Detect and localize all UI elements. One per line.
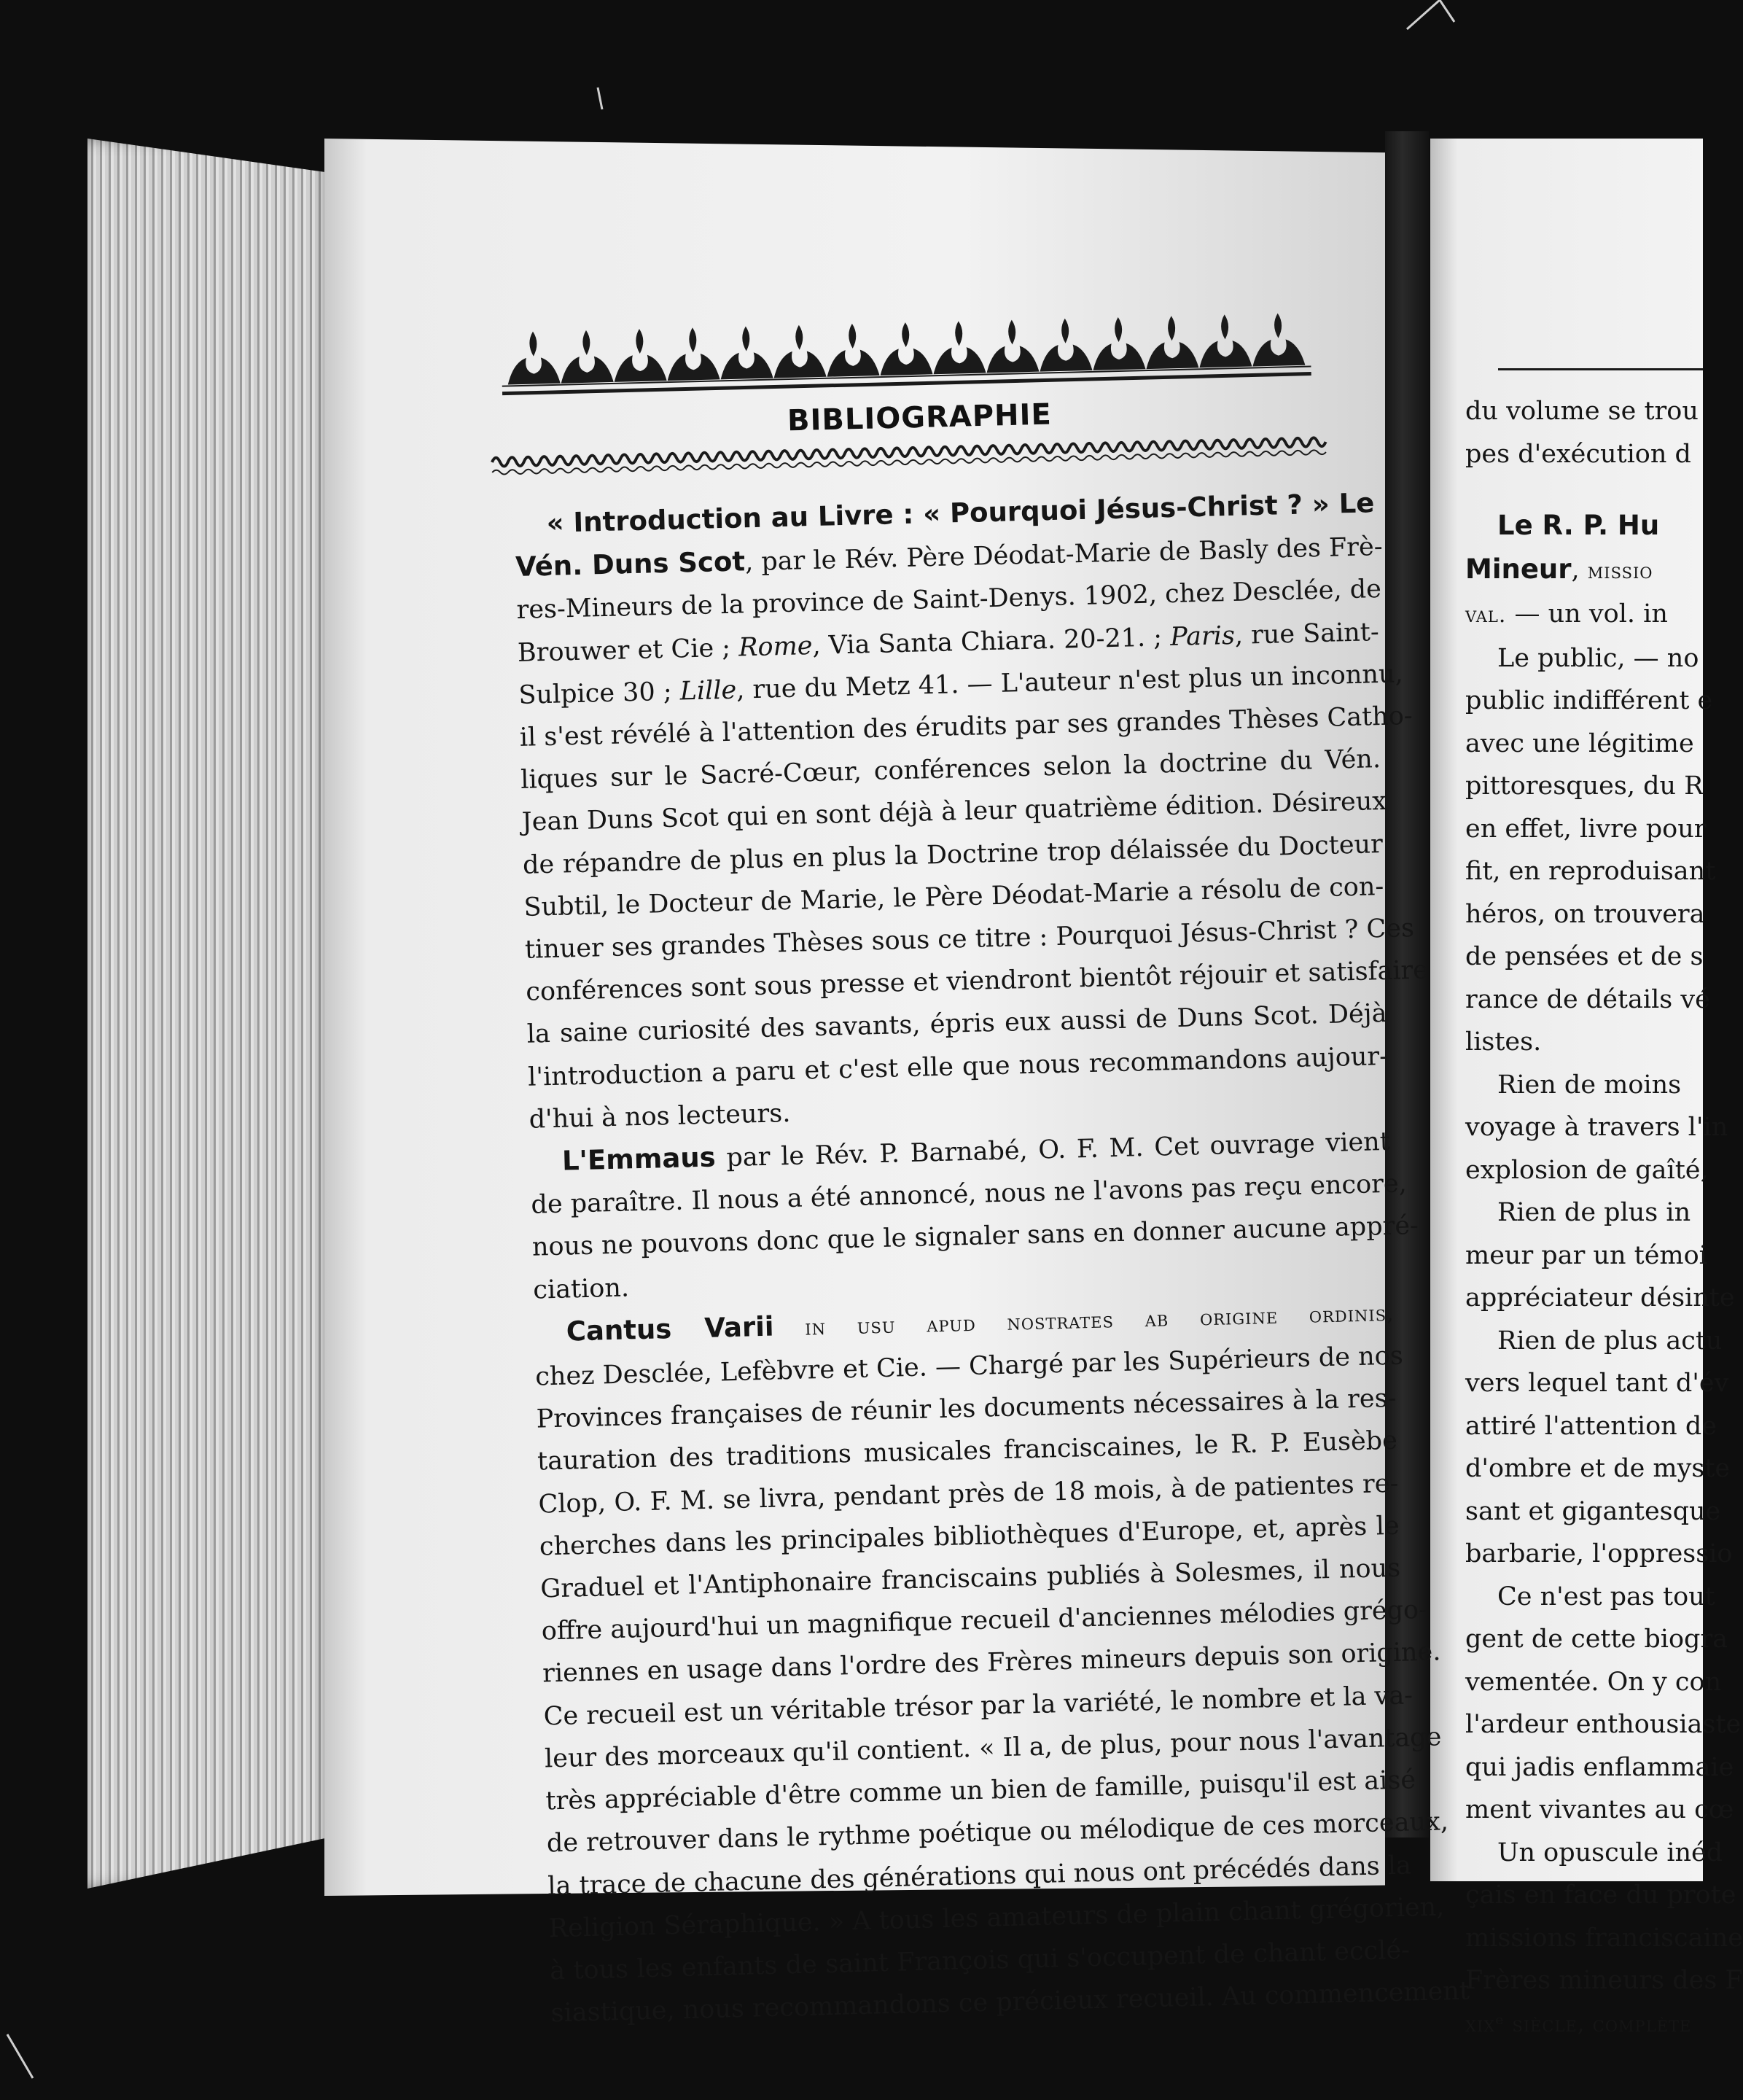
text-run: Graduel et l'Antiphonaire franciscains publiés à Solesmes, il nous	[539, 1553, 1401, 1604]
text-run: gent de cette biogra	[1465, 1625, 1728, 1654]
text-run: de répandre de plus en plus la Doctrine trop délaissée du Docteur	[522, 829, 1384, 880]
text-run: la trace de chacune des générations qui nous ont précédés dans la	[547, 1850, 1412, 1901]
text-run: , rue du Metz 41. — L'auteur n'est plus un inconnu,	[736, 659, 1404, 705]
text-run: du volume se trou	[1465, 397, 1699, 426]
text-run: siastique, nous recommandons ce précieux recueil. Au commencement	[550, 1976, 1470, 2029]
text-run: Frères mineurs des F	[1465, 1966, 1743, 1995]
text-run: listes.	[1465, 1027, 1542, 1057]
text-run: tauration des traditions musicales franciscaines, le R. P. Eusèbe	[537, 1426, 1398, 1477]
text-run: attiré l'attention de	[1465, 1411, 1717, 1441]
text-run: vers lequel tant d'év	[1465, 1369, 1729, 1398]
text-run: d'hui à nos lecteurs.	[529, 1098, 791, 1135]
text-run: Clop, O. F. M. se livra, pendant près de 18 mois, à de patientes re-	[538, 1469, 1399, 1520]
text-run: çais en face du prote	[1465, 1881, 1736, 1910]
text-run: de paraître. Il nous a été annoncé, nous ne l'avons pas reçu encore,	[531, 1169, 1408, 1220]
text-run: offre aujourd'hui un magnifique recueil d'anciennes mélodies grégo-	[541, 1595, 1428, 1646]
text-run: missio	[1587, 558, 1653, 584]
text-run: d'ombre et de myste	[1465, 1454, 1731, 1483]
text-run: Paris	[1169, 621, 1236, 652]
text-run: ciation.	[532, 1273, 630, 1305]
text-run: Provinces françaises de réunir les documents nécessaires à la res-	[536, 1384, 1397, 1434]
text-run: pes d'exécution d	[1465, 439, 1691, 469]
text-run: , Via Santa Chiara. 20-21. ;	[811, 622, 1171, 661]
text-run: meur par un témoi	[1465, 1240, 1707, 1270]
text-run: in usu apud nostrates ab origine ordinis,	[773, 1300, 1395, 1342]
text-run: vementée. On y con	[1465, 1667, 1722, 1697]
text-run: sant et gigantesque	[1465, 1496, 1721, 1526]
page-title: BIBLIOGRAPHIE	[787, 397, 1053, 438]
text-run: voyage à travers l'in	[1465, 1113, 1728, 1142]
text-run: en effet, livre pour	[1465, 814, 1707, 844]
text-run: appréciateur désinte	[1465, 1283, 1735, 1312]
text-run: par le Rév. P. Barnabé, O. F. M. Cet ouvrage vient	[715, 1127, 1391, 1173]
text-run: ment vivantes au cœ	[1465, 1795, 1734, 1824]
bold-title: Cantus Varii	[566, 1310, 775, 1348]
text-run: rance de détails vé	[1465, 984, 1710, 1014]
text-run: Lille	[679, 675, 737, 707]
text-run: fit, en reproduisant	[1465, 857, 1716, 886]
text-run: res-Mineurs de la province de Saint-Denys. 1902, chez Desclée, de	[516, 575, 1382, 626]
bold-title: « Introduction au Livre : « Pourquoi Jésus-Christ ? » Le	[546, 487, 1375, 539]
text-run: chez Desclée, Lefèbvre et Cie. — Chargé par les Supérieurs de nos	[534, 1341, 1404, 1392]
text-run: de pensées et de s	[1465, 942, 1704, 971]
text-run: à tous les enfants de saint François qui s'occupent de chant ecclé-	[549, 1935, 1411, 1986]
text-run: riennes en usage dans l'ordre des Frères mineurs depuis son origine.	[542, 1637, 1441, 1689]
text-run: Jean Duns Scot qui en sont déjà à leur quatrième édition. Désireux	[521, 787, 1387, 838]
text-run: tinuer ses grandes Thèses sous ce titre : Pourquoi Jésus-Christ ? Ces	[524, 914, 1415, 965]
text-run: Rien de plus actu	[1497, 1326, 1723, 1356]
text-run: Rien de moins	[1497, 1070, 1682, 1100]
text-run: barbarie, l'oppressio	[1465, 1539, 1733, 1568]
text-run: val.	[1465, 602, 1507, 628]
text-run: ,	[1571, 555, 1588, 585]
text-run: explosion de gaîté,	[1465, 1155, 1709, 1185]
text-run: avec une légitime	[1465, 728, 1694, 758]
text-run: Brouwer et Cie ;	[517, 633, 739, 668]
text-run: de retrouver dans le rythme poétique ou mélodique de ces morceaux,	[546, 1807, 1449, 1859]
text-run: Sulpice 30 ;	[518, 677, 681, 710]
text-run: , par le Rév. Père Déodat-Marie de Basly des Frè-	[744, 532, 1384, 578]
text-run: la saine curiosité des savants, épris eux aussi de Duns Scot. Déjà	[526, 999, 1387, 1050]
text-run: l'ardeur enthousiaste	[1465, 1710, 1742, 1739]
text-run: , rue Saint-	[1234, 617, 1380, 650]
text-run: public indifférent e	[1465, 686, 1713, 715]
text-run: pittoresques, du R	[1465, 771, 1704, 801]
text-run: xixᵉ siècle, complète	[1465, 2011, 1692, 2037]
text-run: il s'est révélé à l'attention des érudits par ses grandes Thèses Catho-	[519, 701, 1413, 752]
bold-title: Vén. Duns Scot	[515, 545, 746, 583]
text-run: leur des morceaux qu'il contient. « Il a, de plus, pour nous l'avantage	[544, 1722, 1442, 1774]
bold-title: L'Emmaus	[561, 1141, 717, 1177]
text-run: l'introduction a paru et c'est elle que nous recommandons aujour-	[527, 1041, 1389, 1092]
text-run: cherches dans les principales bibliothèques d'Europe, et, après le	[539, 1511, 1400, 1562]
text-run: Ce n'est pas tout	[1497, 1582, 1715, 1611]
bold-title: Mineur	[1465, 553, 1572, 585]
text-run: Ce recueil est un véritable trésor par la variété, le nombre et la va-	[543, 1681, 1413, 1732]
text-run: — un vol. in	[1506, 599, 1668, 629]
text-run: Religion Séraphique. » A tous les amateurs de plain chant grégorien,	[548, 1892, 1445, 1944]
text-run: Le public, — no	[1497, 643, 1699, 673]
text-run: très appréciable d'être comme un bien de famille, puisqu'il est aisé	[545, 1765, 1416, 1816]
text-run: Rien de plus in	[1497, 1198, 1691, 1227]
text-run: héros, on trouvera	[1465, 899, 1705, 929]
text-run: Subtil, le Docteur de Marie, le Père Déodat-Marie a résolu de con-	[523, 871, 1384, 922]
bold-title: Le R. P. Hu	[1497, 510, 1660, 541]
text-run: Un opuscule inéd	[1497, 1838, 1723, 1867]
text-run: conférences sont sous presse et viendront bientôt réjouir et satisfaire	[525, 955, 1429, 1008]
text-run: liques sur le Sacré-Cœur, conférences selon la doctrine du Vén.	[520, 744, 1381, 796]
text-run: Rome	[738, 631, 813, 663]
text-run: qui jadis enflammaie	[1465, 1752, 1734, 1782]
text-run: missions franciscaine	[1465, 1923, 1743, 1953]
text-run: nous ne pouvons donc que le signaler sans en donner aucune appré-	[531, 1211, 1419, 1263]
